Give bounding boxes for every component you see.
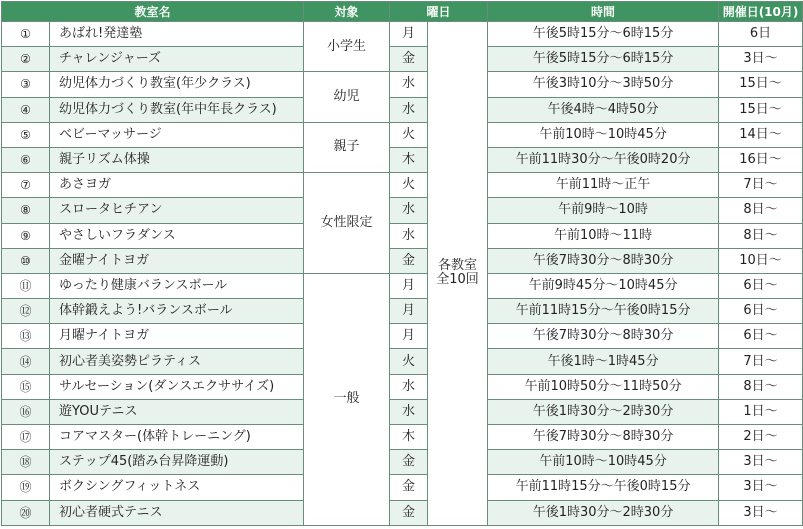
class-name: ゆったり健康バランスボール [50,273,304,298]
row-number: ② [2,47,50,72]
class-name: 初心者美姿勢ピラティス [50,349,304,374]
header-time: 時間 [488,2,719,22]
time-cell: 午前11時30分～午後0時20分 [488,147,719,172]
target-group: 幼児 [304,72,390,122]
class-name: 幼児体力づくり教室(年中年長クラス) [50,97,304,122]
row-number: ④ [2,97,50,122]
time-cell: 午前9時～10時 [488,198,719,223]
target-group: 女性限定 [304,173,390,274]
start-date-cell: 7日～ [719,349,803,374]
class-name: ベビーマッサージ [50,122,304,147]
class-name: サルセーション(ダンスエクササイズ) [50,374,304,399]
row-number: ⑱ [2,450,50,475]
row-number: ⑤ [2,122,50,147]
time-cell: 午前10時～10時45分 [488,122,719,147]
row-number: ⑯ [2,399,50,424]
time-cell: 午後5時15分～6時15分 [488,47,719,72]
start-date-cell: 15日～ [719,72,803,97]
start-date-cell: 8日～ [719,374,803,399]
target-group: 一般 [304,273,390,525]
class-name: ボクシングフィットネス [50,475,304,500]
start-date-cell: 6日～ [719,324,803,349]
class-name: 親子リズム体操 [50,147,304,172]
time-cell: 午後1時～1時45分 [488,349,719,374]
weekday-cell: 木 [390,425,428,450]
header-class-name: 教室名 [2,2,304,22]
start-date-cell: 10日～ [719,248,803,273]
start-date-cell: 15日～ [719,97,803,122]
start-date-cell: 14日～ [719,122,803,147]
row-number: ⑥ [2,147,50,172]
time-cell: 午前10時～10時45分 [488,450,719,475]
start-date-cell: 6日～ [719,299,803,324]
table-row [2,475,803,500]
class-name: 初心者硬式テニス [50,500,304,525]
table-row [2,122,803,147]
weekday-cell: 金 [390,450,428,475]
table-row [2,173,803,198]
time-cell: 午前11時15分～午後0時15分 [488,299,719,324]
class-name: やさしいフラダンス [50,223,304,248]
class-name: あばれ!発達塾 [50,22,304,47]
start-date-cell: 16日～ [719,147,803,172]
row-number: ⑧ [2,198,50,223]
table-row [2,97,803,122]
class-name: 月曜ナイトヨガ [50,324,304,349]
table-row [2,198,803,223]
header-weekday: 曜日 [390,2,488,22]
class-name: あさヨガ [50,173,304,198]
table-row [2,299,803,324]
time-cell: 午前10時50分～11時50分 [488,374,719,399]
target-group: 親子 [304,122,390,172]
time-cell: 午前9時45分～10時45分 [488,273,719,298]
time-cell: 午前11時～正午 [488,173,719,198]
weekday-cell: 月 [390,324,428,349]
start-date-cell: 6日～ [719,273,803,298]
table-row [2,349,803,374]
table-row [2,399,803,424]
row-number: ⑬ [2,324,50,349]
class-name: コアマスター(体幹トレーニング) [50,425,304,450]
start-date-cell: 3日～ [719,450,803,475]
table-row [2,425,803,450]
row-number: ⑫ [2,299,50,324]
start-date-cell: 8日～ [719,223,803,248]
weekday-cell: 月 [390,273,428,298]
weekday-cell: 金 [390,500,428,525]
class-name: 体幹鍛えよう!バランスボール [50,299,304,324]
table-row [2,500,803,525]
header-start-date: 開催日(10月) [719,2,803,22]
start-date-cell: 8日～ [719,198,803,223]
weekday-cell: 水 [390,97,428,122]
class-name: 遊YOUテニス [50,399,304,424]
time-cell: 午前10時～11時 [488,223,719,248]
row-number: ⑳ [2,500,50,525]
header-row [2,2,803,22]
sessions-note: 各教室 全10回 [428,22,488,526]
table-row [2,374,803,399]
time-cell: 午後7時30分～8時30分 [488,425,719,450]
weekday-cell: 水 [390,399,428,424]
row-number: ⑩ [2,248,50,273]
row-number: ⑦ [2,173,50,198]
table-row [2,223,803,248]
weekday-cell: 月 [390,299,428,324]
weekday-cell: 金 [390,47,428,72]
weekday-cell: 月 [390,22,428,47]
table-row [2,147,803,172]
weekday-cell: 金 [390,248,428,273]
table-row [2,22,803,47]
class-schedule-table [1,1,803,526]
start-date-cell: 7日～ [719,173,803,198]
weekday-cell: 火 [390,349,428,374]
class-name: チャレンジャーズ [50,47,304,72]
table-row [2,47,803,72]
weekday-cell: 水 [390,198,428,223]
time-cell: 午前11時15分～午後0時15分 [488,475,719,500]
start-date-cell: 3日～ [719,475,803,500]
target-group: 小学生 [304,22,390,72]
weekday-cell: 火 [390,173,428,198]
weekday-cell: 水 [390,223,428,248]
table-row [2,273,803,298]
class-name: 金曜ナイトヨガ [50,248,304,273]
row-number: ① [2,22,50,47]
time-cell: 午後7時30分～8時30分 [488,324,719,349]
row-number: ⑪ [2,273,50,298]
class-name: 幼児体力づくり教室(年少クラス) [50,72,304,97]
start-date-cell: 3日～ [719,47,803,72]
start-date-cell: 1日～ [719,399,803,424]
row-number: ⑭ [2,349,50,374]
time-cell: 午後7時30分～8時30分 [488,248,719,273]
class-name: スロータヒチアン [50,198,304,223]
row-number: ⑰ [2,425,50,450]
weekday-cell: 木 [390,147,428,172]
table-row [2,450,803,475]
row-number: ⑮ [2,374,50,399]
weekday-cell: 火 [390,122,428,147]
header-target: 対象 [304,2,390,22]
table-row [2,72,803,97]
weekday-cell: 水 [390,374,428,399]
row-number: ③ [2,72,50,97]
time-cell: 午後1時30分～2時30分 [488,500,719,525]
table-row [2,248,803,273]
time-cell: 午後4時～4時50分 [488,97,719,122]
start-date-cell: 2日～ [719,425,803,450]
row-number: ⑨ [2,223,50,248]
class-name: ステップ45(踏み台昇降運動) [50,450,304,475]
start-date-cell: 6日 [719,22,803,47]
start-date-cell: 3日～ [719,500,803,525]
time-cell: 午後1時30分～2時30分 [488,399,719,424]
weekday-cell: 金 [390,475,428,500]
table-row [2,324,803,349]
time-cell: 午後5時15分～6時15分 [488,22,719,47]
time-cell: 午後3時10分～3時50分 [488,72,719,97]
row-number: ⑲ [2,475,50,500]
weekday-cell: 水 [390,72,428,97]
